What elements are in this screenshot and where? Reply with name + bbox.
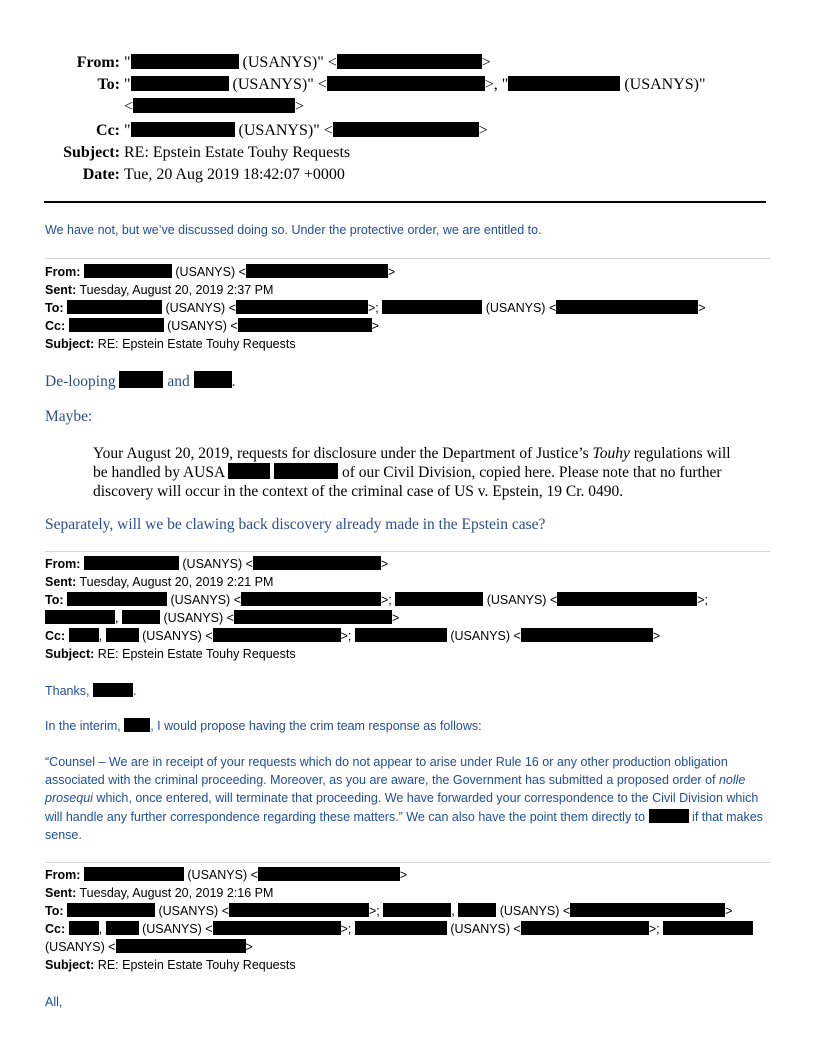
email-header [40, 52, 770, 186]
office-label: (USANYS) [170, 593, 231, 607]
counsel-text: “Counsel – We are in receipt of your requests which do not appear to arise under Rule 16 or any other production obligation associated with the criminal proceeding. Moreover, as you are aware, the Government has submitted a proposed order of [45, 755, 728, 788]
redaction [131, 76, 229, 91]
office-label: (USANYS) [450, 629, 511, 643]
to-office-1: (USANYS)" < [232, 76, 327, 93]
counsel-text: if that makes sense. [45, 809, 763, 842]
redaction [67, 903, 155, 917]
redaction [131, 54, 239, 69]
sent-value: Tuesday, August 20, 2019 2:21 PM [79, 575, 274, 589]
header-cc-row: Cc: " (USANYS)" < > [40, 120, 770, 142]
redaction [556, 300, 698, 314]
sent-label: Sent: [45, 283, 77, 297]
redaction [194, 371, 232, 388]
office-label: (USANYS) [142, 629, 202, 643]
redaction [355, 921, 447, 935]
redaction [663, 921, 753, 935]
office-label: (USANYS) [486, 593, 547, 607]
cc-office: (USANYS)" < [238, 122, 333, 139]
subject-value: RE: Epstein Estate Touhy Requests [97, 647, 296, 661]
redaction [69, 318, 164, 332]
subject-label: Subject: [45, 958, 95, 972]
redaction [84, 867, 184, 881]
redaction [69, 921, 99, 935]
subject-value: RE: Epstein Estate Touhy Requests [124, 144, 351, 161]
header-from-row: From: " (USANYS)" < > [40, 52, 770, 74]
redaction [236, 300, 368, 314]
separately-line: Separately, will we be clawing back discovery already made in the Epstein case? [45, 516, 546, 533]
message-divider [45, 862, 770, 863]
header-to-row: To: " (USANYS)" < >, " (USANYS)" < > [40, 74, 770, 118]
interim-text: In the interim, [45, 719, 121, 733]
redaction [383, 903, 451, 917]
redaction [327, 76, 485, 91]
to-label: To: [97, 76, 120, 93]
subject-value: RE: Epstein Estate Touhy Requests [97, 337, 296, 351]
redaction [258, 867, 400, 881]
redaction [238, 318, 372, 332]
interim-text: , I would propose having the crim team response as follows: [150, 719, 482, 733]
message-divider [45, 551, 770, 552]
touhy-italic: Touhy [592, 445, 630, 462]
redaction [84, 556, 179, 570]
and-text: and [167, 373, 190, 390]
redaction [106, 921, 139, 935]
office-label: (USANYS) [165, 301, 226, 315]
quote-text: Your August 20, 2019, requests for disclosure under the Department of Justice’s [93, 445, 593, 462]
to-label: To: [45, 904, 64, 918]
from-label: From: [45, 557, 81, 571]
message-header: From: (USANYS) < > Sent: Tuesday, August 20, 2019 2:37 PM To: (USANYS) < >; (USANYS) < > Cc: (USANYS) < > Subject: RE: Epstein Estate Touhy Requests [45, 265, 706, 351]
redaction [337, 54, 482, 69]
redaction [570, 903, 725, 917]
sent-value: Tuesday, August 20, 2019 2:16 PM [79, 886, 274, 900]
office-label: (USANYS) [187, 868, 248, 882]
from-label: From: [45, 868, 81, 882]
redaction [229, 903, 369, 917]
redaction [116, 939, 246, 953]
redaction [241, 592, 381, 606]
subject-label: Subject: [45, 337, 95, 351]
thanks-text: Thanks, [45, 684, 90, 698]
redaction [124, 718, 150, 732]
redaction [557, 592, 697, 606]
redaction [93, 683, 133, 697]
maybe-line: Maybe: [45, 408, 93, 425]
from-label: From: [45, 265, 81, 279]
office-label: (USANYS) [485, 301, 546, 315]
redaction [213, 921, 341, 935]
redaction [213, 628, 341, 642]
quote-text: regulations will be handled by AUSA [93, 445, 731, 481]
quote-text: of our Civil Division, copied here. Please note that no further discovery will occur in the context of the criminal case of US v. Epstein, 19 Cr. 0490. [93, 464, 722, 500]
delooping-text: De-looping [45, 373, 116, 390]
redaction [521, 628, 653, 642]
redaction [508, 76, 620, 91]
cc-label: Cc: [45, 922, 66, 936]
message-header: From: (USANYS) < > Sent: Tuesday, August 20, 2019 2:16 PM To: (USANYS) < >; , (USANYS) < > Cc: , (USANYS) < >; (USANYS) < >; (USANYS) < > Subject: RE: Epstein Estate Touhy Requests [45, 866, 770, 974]
from-office: (USANYS)" < [242, 54, 337, 71]
redaction [333, 122, 479, 137]
date-value: Tue, 20 Aug 2019 18:42:07 +0000 [124, 166, 345, 183]
office-label: (USANYS) [182, 557, 243, 571]
cc-label: Cc: [96, 122, 120, 139]
header-subject-row [40, 142, 770, 164]
redaction [228, 463, 270, 479]
redaction [253, 556, 381, 570]
redaction [246, 264, 388, 278]
redaction [521, 921, 649, 935]
all-greeting: All, [45, 995, 63, 1009]
redaction [649, 809, 689, 823]
date-label: Date: [82, 166, 120, 183]
nolle-prosequi-italic: nolle prosequi [45, 773, 746, 806]
header-divider [44, 201, 766, 203]
redaction [106, 628, 139, 642]
office-label: (USANYS) [158, 904, 219, 918]
sent-value: Tuesday, August 20, 2019 2:37 PM [79, 283, 274, 297]
sent-label: Sent: [45, 886, 77, 900]
proposed-response-quote [93, 444, 733, 501]
subject-label: Subject: [63, 144, 120, 161]
subject-label: Subject: [45, 647, 95, 661]
sent-label: Sent: [45, 575, 77, 589]
to-separator: >, " [484, 76, 509, 93]
redaction [133, 98, 295, 113]
office-label: (USANYS) [450, 922, 511, 936]
delooping-line: De-looping and . [45, 373, 236, 390]
to-office-2: (USANYS)" [624, 76, 706, 93]
office-label: (USANYS) [45, 940, 105, 954]
thanks-line: Thanks, . [45, 684, 137, 698]
redaction [69, 628, 99, 642]
redaction [45, 610, 115, 624]
message-header: From: (USANYS) < > Sent: Tuesday, August 20, 2019 2:21 PM To: (USANYS) < >; (USANYS) < >; , (USANYS) < > Cc: , (USANYS) < >; (USANYS) < > Subject: RE: Epstein Estate Touhy Requests [45, 557, 709, 661]
to-label: To: [45, 593, 64, 607]
counsel-paragraph [45, 753, 773, 844]
redaction [122, 610, 160, 624]
subject-value: RE: Epstein Estate Touhy Requests [97, 958, 296, 972]
redaction [67, 300, 162, 314]
redaction [355, 628, 447, 642]
redaction [84, 264, 172, 278]
from-label: From: [76, 54, 120, 71]
redaction [395, 592, 483, 606]
redaction [131, 122, 235, 137]
office-label: (USANYS) [175, 265, 236, 279]
message-divider [45, 258, 770, 259]
office-label: (USANYS) [167, 319, 227, 333]
to-label: To: [45, 301, 64, 315]
office-label: (USANYS) [499, 904, 560, 918]
redaction [234, 610, 392, 624]
reply-paragraph: We have not, but we’ve discussed doing so. Under the protective order, we are entitled to. [45, 223, 542, 237]
header-date-row [40, 164, 770, 186]
interim-line [45, 717, 482, 735]
redaction [274, 463, 338, 479]
redaction [67, 592, 167, 606]
redaction [119, 371, 163, 388]
office-label: (USANYS) [163, 611, 224, 625]
counsel-text: which, once entered, will terminate that proceeding. We have forwarded your correspondence to the Civil Division which will handle any further correspondence regarding these matters.” We can also have the point them directly to [45, 791, 759, 824]
redaction [458, 903, 496, 917]
cc-label: Cc: [45, 629, 66, 643]
cc-label: Cc: [45, 319, 66, 333]
office-label: (USANYS) [142, 922, 202, 936]
redaction [382, 300, 482, 314]
